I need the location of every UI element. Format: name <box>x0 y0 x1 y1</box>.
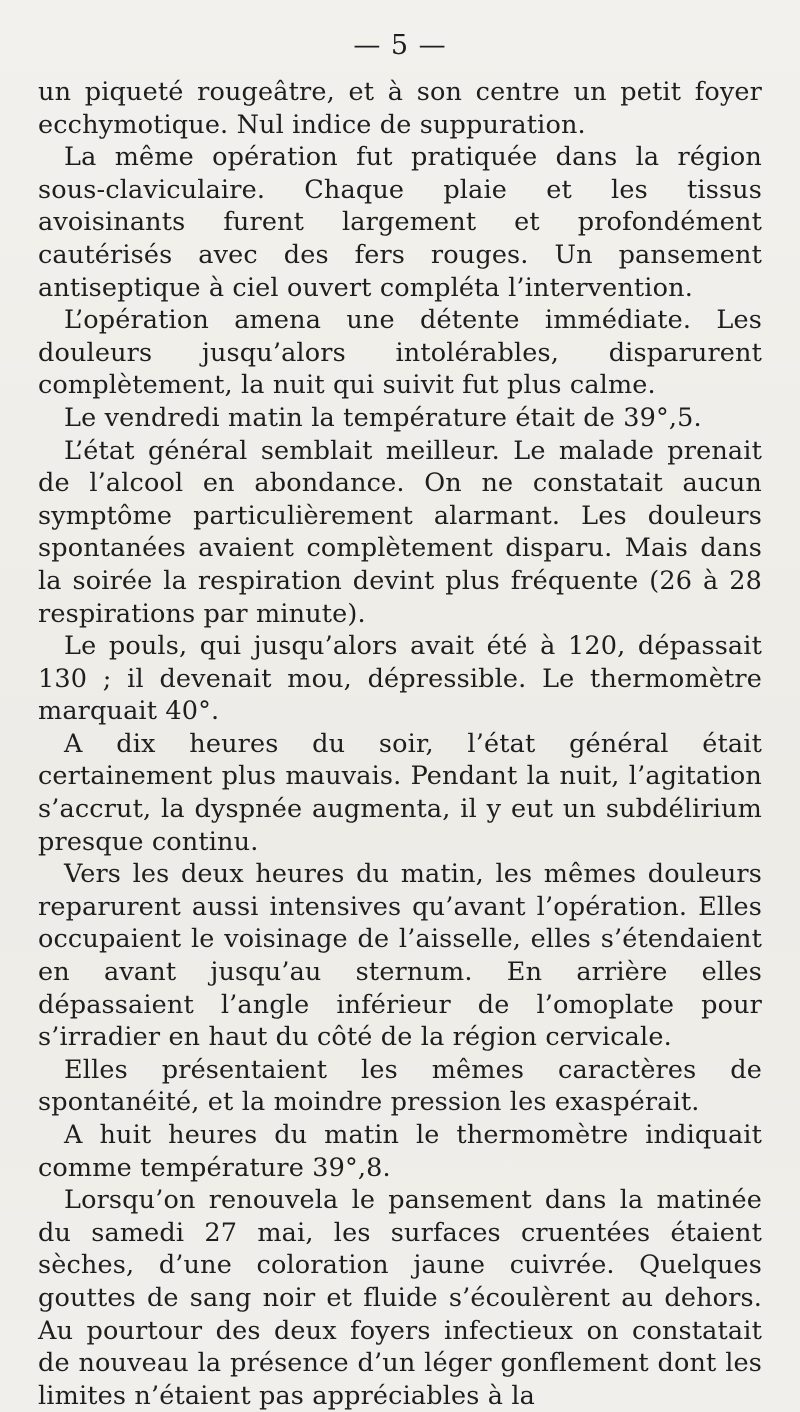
paragraph-11: Lorsqu’on renouvela le pansement dans la matinée du samedi 27 mai, les surfaces cruentées étaient sèches, d’une coloration jaune cuivrée. Quelques gouttes de sang noir et fluide s’écoulèrent au dehors. Au pourtour des deux foyers infectieux on constatait de nouveau la présence d’un léger gonflement dont les limites n’étaient pas appréciables à la <box>38 1185 762 1411</box>
paragraph-9: Elles présentaient les mêmes caractères de spontanéité, et la moindre pression les exaspérait. <box>38 1054 762 1118</box>
page-number: — 5 — <box>353 30 447 61</box>
paragraph-1: un piqueté rougeâtre, et à son centre un petit foyer ecchymotique. Nul indice de suppuration. <box>38 77 762 140</box>
paragraph-2: La même opération fut pratiquée dans la région sous-claviculaire. Chaque plaie et les tissus avoisinants furent largement et profondément cautérisés avec des fers rouges. Un pansement antiseptique à ciel ouvert compléta l’intervention. <box>38 142 762 303</box>
paragraph-7: A dix heures du soir, l’état général était certainement plus mauvais. Pendant la nuit, l’agitation s’accrut, la dyspnée augmenta, il y eut un subdélirium presque continu. <box>38 728 762 857</box>
body-text <box>38 76 762 1412</box>
paragraph-4: Le vendredi matin la température était de 39°,5. <box>64 402 702 433</box>
paragraph-5: L’état général semblait meilleur. Le malade prenait de l’alcool en abondance. On ne constatait aucun symptôme particulièrement alarmant. Les douleurs spontanées avaient complètement disparu. Mais dans la soirée la respiration devint plus fréquente (26 à 28 respirations par minute). <box>38 435 762 629</box>
paragraph-6: Le pouls, qui jusqu’alors avait été à 120, dépassait 130 ; il devenait mou, dépressible. Le thermomètre marquait 40°. <box>38 631 762 727</box>
paragraph-3: L’opération amena une détente immédiate. Les douleurs jusqu’alors intolérables, disparurent complètement, la nuit qui suivit fut plus calme. <box>38 305 762 401</box>
paragraph-8: Vers les deux heures du matin, les mêmes douleurs reparurent aussi intensives qu’avant l’opération. Elles occupaient le voisinage de l’aisselle, elles s’étendaient en avant jusqu’au sternum. En arrière elles dépassaient l’angle inférieur de l’omoplate pour s’irradier en haut du côté de la région cervicale. <box>38 859 762 1053</box>
paragraph-10: A huit heures du matin le thermomètre indiquait comme température 39°,8. <box>38 1120 762 1183</box>
